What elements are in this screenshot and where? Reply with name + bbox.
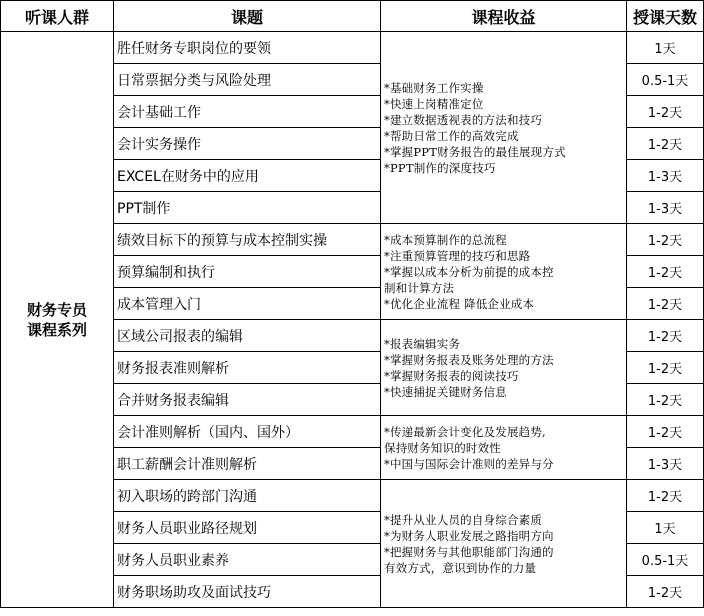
days-cell: 1-2天 [627, 384, 704, 416]
benefit-line: *基础财务工作实操 [384, 80, 484, 95]
topic-cell: 财务人员职业素养 [114, 544, 381, 576]
days-cell: 1-2天 [627, 320, 704, 352]
table-body [1, 32, 704, 608]
benefit-cell [381, 32, 627, 224]
benefit-cell [381, 416, 627, 480]
topic-cell: 会计基础工作 [114, 96, 381, 128]
days-cell: 1-2天 [627, 288, 704, 320]
days-cell: 0.5-1天 [627, 544, 704, 576]
benefit-line: 保持财务知识的时效性 [384, 440, 501, 455]
benefit-line: *掌握财务报表及账务处理的方法 [384, 352, 554, 367]
benefit-line: *掌握财务报表的阅读技巧 [384, 368, 519, 383]
days-cell: 1-2天 [627, 576, 704, 608]
header-days: 授课天数 [627, 1, 704, 32]
benefit-line: 有效方式，意识到协作的力量 [384, 560, 537, 575]
topic-cell: 绩效目标下的预算与成本控制实操 [114, 224, 381, 256]
header-audience: 听课人群 [1, 1, 114, 32]
topic-cell: 财务职场助攻及面试技巧 [114, 576, 381, 608]
benefit-cell [381, 320, 627, 416]
benefit-line: *建立数据透视表的方法和技巧 [384, 112, 543, 127]
header-benefit: 课程收益 [381, 1, 627, 32]
topic-cell: 初入职场的跨部门沟通 [114, 480, 381, 512]
benefit-line: *优化企业流程 降低企业成本 [384, 296, 535, 311]
audience-line: 课程系列 [26, 320, 87, 339]
days-cell: 1-2天 [627, 416, 704, 448]
topic-cell: 日常票据分类与风险处理 [114, 64, 381, 96]
benefit-line: *掌握PPT财务报告的最佳展现方式 [384, 144, 566, 159]
benefit-line: *传递最新会计变化及发展趋势, [384, 424, 546, 439]
topic-cell: 合并财务报表编辑 [114, 384, 381, 416]
days-cell: 1-2天 [627, 480, 704, 512]
days-cell: 1-2天 [627, 256, 704, 288]
topic-cell: EXCEL在财务中的应用 [114, 160, 381, 192]
topic-cell: 职工薪酬会计准则解析 [114, 448, 381, 480]
days-cell: 1-3天 [627, 192, 704, 224]
benefit-cell [381, 224, 627, 320]
topic-cell: PPT制作 [114, 192, 381, 224]
topic-cell: 会计实务操作 [114, 128, 381, 160]
topic-cell: 财务人员职业路径规划 [114, 512, 381, 544]
audience-cell [1, 32, 114, 608]
table-row [1, 32, 704, 64]
days-cell: 1-2天 [627, 224, 704, 256]
benefit-line: *中国与国际会计准则的差异与分 [384, 456, 554, 471]
days-cell: 1天 [627, 32, 704, 64]
topic-cell: 财务报表准则解析 [114, 352, 381, 384]
benefit-line: *掌握以成本分析为前提的成本控 [384, 264, 554, 279]
topic-cell: 预算编制和执行 [114, 256, 381, 288]
benefit-line: *帮助日常工作的高效完成 [384, 128, 519, 143]
days-cell: 1-3天 [627, 448, 704, 480]
benefit-line: *PPT制作的深度技巧 [384, 160, 496, 175]
benefit-cell [381, 480, 627, 608]
topic-cell: 区域公司报表的编辑 [114, 320, 381, 352]
header-row [1, 1, 704, 32]
days-cell: 1-2天 [627, 352, 704, 384]
topic-cell: 会计准则解析（国内、国外） [114, 416, 381, 448]
topic-cell: 胜任财务专职岗位的要领 [114, 32, 381, 64]
benefit-line: *快速上岗精准定位 [384, 96, 484, 111]
audience-line: 财务专员 [26, 300, 87, 319]
days-cell: 1天 [627, 512, 704, 544]
days-cell: 0.5-1天 [627, 64, 704, 96]
days-cell: 1-2天 [627, 128, 704, 160]
benefit-line: *报表编辑实务 [384, 336, 461, 351]
header-topic: 课题 [114, 1, 381, 32]
benefit-line: *为财务人职业发展之路指明方向 [384, 528, 554, 543]
benefit-line: 制和计算方法 [384, 280, 455, 295]
benefit-line: *把握财务与其他职能部门沟通的 [384, 544, 554, 559]
benefit-line: *快速捕捉关键财务信息 [384, 384, 507, 399]
benefit-line: *成本预算制作的总流程 [384, 232, 507, 247]
days-cell: 1-2天 [627, 96, 704, 128]
topic-cell: 成本管理入门 [114, 288, 381, 320]
benefit-line: *提升从业人员的自身综合素质 [384, 512, 543, 527]
benefit-line: *注重预算管理的技巧和思路 [384, 248, 531, 263]
days-cell: 1-3天 [627, 160, 704, 192]
